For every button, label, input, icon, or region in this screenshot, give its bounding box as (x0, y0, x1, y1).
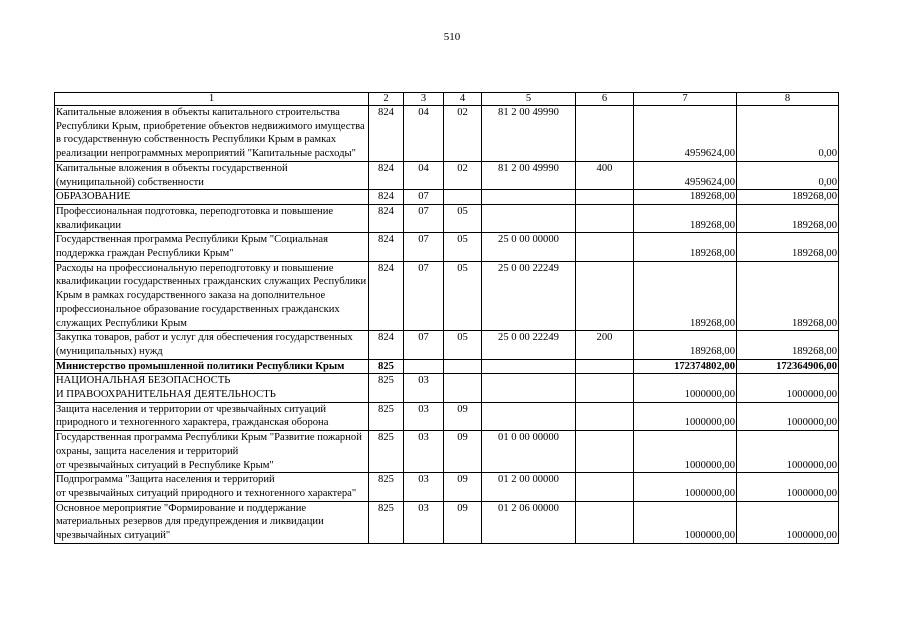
target-article-cell: 25 0 00 00000 (482, 233, 576, 261)
amount-col7-cell: 189268,00 (634, 331, 737, 359)
section-cell: 07 (404, 261, 444, 331)
header-cell-7: 7 (634, 93, 737, 106)
expense-type-cell (576, 359, 634, 374)
table-row (55, 161, 839, 189)
admin-code-cell: 824 (369, 161, 404, 189)
table-row (55, 190, 839, 205)
subsection-cell: 09 (444, 402, 482, 430)
header-cell-8: 8 (737, 93, 839, 106)
subsection-cell: 09 (444, 431, 482, 473)
section-cell: 03 (404, 431, 444, 473)
item-name-cell: Министерство промышленной политики Республики Крым (55, 359, 369, 374)
amount-col7-cell: 4959624,00 (634, 161, 737, 189)
target-article-cell: 25 0 00 22249 (482, 331, 576, 359)
target-article-cell (482, 190, 576, 205)
expense-type-cell (576, 233, 634, 261)
header-cell-1: 1 (55, 93, 369, 106)
expense-type-cell (576, 473, 634, 501)
table-row (55, 204, 839, 232)
admin-code-cell: 825 (369, 374, 404, 402)
admin-code-cell: 824 (369, 233, 404, 261)
amount-col7-cell: 189268,00 (634, 261, 737, 331)
section-cell: 07 (404, 204, 444, 232)
item-name-cell: Основное мероприятие "Формирование и поддержание материальных резервов для предупреждения и ликвидации чрезвычайных ситуаций" (55, 501, 369, 543)
expense-type-cell (576, 402, 634, 430)
amount-col7-cell: 4959624,00 (634, 106, 737, 162)
section-cell: 07 (404, 331, 444, 359)
page-number: 510 (443, 31, 461, 43)
amount-col7-cell: 1000000,00 (634, 431, 737, 473)
admin-code-cell: 825 (369, 501, 404, 543)
table-row (55, 261, 839, 331)
item-name-cell: Защита населения и территории от чрезвычайных ситуаций природного и техногенного характера, гражданская оборона (55, 402, 369, 430)
admin-code-cell: 824 (369, 106, 404, 162)
amount-col8-cell: 189268,00 (737, 261, 839, 331)
item-name-cell: Капитальные вложения в объекты капитального строительства Республики Крым, приобретение объектов недвижимого имущества в государственную собственность Республики Крым в рамках реализации непрограммных мероприятий "Капитальные расходы" (55, 106, 369, 162)
expense-type-cell (576, 431, 634, 473)
section-cell: 03 (404, 402, 444, 430)
budget-table (54, 92, 839, 544)
section-cell: 03 (404, 501, 444, 543)
target-article-cell: 25 0 00 22249 (482, 261, 576, 331)
amount-col8-cell: 189268,00 (737, 233, 839, 261)
admin-code-cell: 825 (369, 473, 404, 501)
amount-col7-cell: 1000000,00 (634, 501, 737, 543)
amount-col8-cell: 0,00 (737, 106, 839, 162)
target-article-cell: 01 2 00 00000 (482, 473, 576, 501)
section-cell: 03 (404, 374, 444, 402)
admin-code-cell: 824 (369, 190, 404, 205)
table-row (55, 431, 839, 473)
amount-col8-cell: 1000000,00 (737, 402, 839, 430)
header-cell-2: 2 (369, 93, 404, 106)
amount-col8-cell: 0,00 (737, 161, 839, 189)
expense-type-cell (576, 204, 634, 232)
item-name-cell: НАЦИОНАЛЬНАЯ БЕЗОПАСНОСТЬ И ПРАВООХРАНИТЕЛЬНАЯ ДЕЯТЕЛЬНОСТЬ (55, 374, 369, 402)
table-row (55, 473, 839, 501)
item-name-cell: Капитальные вложения в объекты государственной (муниципальной) собственности (55, 161, 369, 189)
amount-col7-cell: 189268,00 (634, 204, 737, 232)
amount-col8-cell: 1000000,00 (737, 374, 839, 402)
table-row (55, 402, 839, 430)
subsection-cell: 09 (444, 473, 482, 501)
amount-col8-cell: 1000000,00 (737, 473, 839, 501)
item-name-cell: Профессиональная подготовка, переподготовка и повышение квалификации (55, 204, 369, 232)
subsection-cell (444, 190, 482, 205)
expense-type-cell (576, 261, 634, 331)
target-article-cell: 01 0 00 00000 (482, 431, 576, 473)
item-name-cell: ОБРАЗОВАНИЕ (55, 190, 369, 205)
amount-col7-cell: 1000000,00 (634, 402, 737, 430)
section-cell (404, 359, 444, 374)
header-cell-3: 3 (404, 93, 444, 106)
subsection-cell (444, 374, 482, 402)
admin-code-cell: 825 (369, 402, 404, 430)
item-name-cell: Расходы на профессиональную переподготовку и повышение квалификации государственных гражданских служащих Республики Крым в рамках государственного заказа на дополнительное профессиональное образование государственных гражданских служащих Республики Крым (55, 261, 369, 331)
admin-code-cell: 824 (369, 261, 404, 331)
subsection-cell: 05 (444, 331, 482, 359)
amount-col8-cell: 189268,00 (737, 190, 839, 205)
subsection-cell: 05 (444, 204, 482, 232)
admin-code-cell: 825 (369, 359, 404, 374)
table-row (55, 374, 839, 402)
header-cell-4: 4 (444, 93, 482, 106)
header-cell-5: 5 (482, 93, 576, 106)
target-article-cell (482, 402, 576, 430)
target-article-cell: 81 2 00 49990 (482, 161, 576, 189)
expense-type-cell (576, 106, 634, 162)
subsection-cell: 02 (444, 106, 482, 162)
target-article-cell: 01 2 06 00000 (482, 501, 576, 543)
table-header-row (55, 93, 839, 106)
admin-code-cell: 825 (369, 431, 404, 473)
expense-type-cell: 400 (576, 161, 634, 189)
header-cell-6: 6 (576, 93, 634, 106)
item-name-cell: Государственная программа Республики Крым "Социальная поддержка граждан Республики Крым" (55, 233, 369, 261)
admin-code-cell: 824 (369, 331, 404, 359)
target-article-cell: 81 2 00 49990 (482, 106, 576, 162)
amount-col8-cell: 1000000,00 (737, 431, 839, 473)
section-cell: 07 (404, 233, 444, 261)
expense-type-cell (576, 374, 634, 402)
table-body (55, 106, 839, 544)
table-row (55, 501, 839, 543)
subsection-cell: 05 (444, 233, 482, 261)
target-article-cell (482, 359, 576, 374)
amount-col7-cell: 1000000,00 (634, 473, 737, 501)
item-name-cell: Подпрограмма "Защита населения и территорий от чрезвычайных ситуаций природного и техногенного характера" (55, 473, 369, 501)
amount-col7-cell: 1000000,00 (634, 374, 737, 402)
section-cell: 04 (404, 106, 444, 162)
expense-type-cell (576, 501, 634, 543)
table-row (55, 106, 839, 162)
section-cell: 07 (404, 190, 444, 205)
amount-col8-cell: 1000000,00 (737, 501, 839, 543)
item-name-cell: Закупка товаров, работ и услуг для обеспечения государственных (муниципальных) нужд (55, 331, 369, 359)
amount-col7-cell: 189268,00 (634, 233, 737, 261)
table-row (55, 331, 839, 359)
subsection-cell: 02 (444, 161, 482, 189)
table-row (55, 359, 839, 374)
table-row (55, 233, 839, 261)
amount-col7-cell: 172374802,00 (634, 359, 737, 374)
section-cell: 03 (404, 473, 444, 501)
subsection-cell: 05 (444, 261, 482, 331)
amount-col7-cell: 189268,00 (634, 190, 737, 205)
subsection-cell (444, 359, 482, 374)
target-article-cell (482, 374, 576, 402)
expense-type-cell (576, 190, 634, 205)
amount-col8-cell: 172364906,00 (737, 359, 839, 374)
amount-col8-cell: 189268,00 (737, 204, 839, 232)
section-cell: 04 (404, 161, 444, 189)
expense-type-cell: 200 (576, 331, 634, 359)
subsection-cell: 09 (444, 501, 482, 543)
target-article-cell (482, 204, 576, 232)
amount-col8-cell: 189268,00 (737, 331, 839, 359)
admin-code-cell: 824 (369, 204, 404, 232)
item-name-cell: Государственная программа Республики Крым "Развитие пожарной охраны, защита населения и территорий от чрезвычайных ситуаций в Республике Крым" (55, 431, 369, 473)
